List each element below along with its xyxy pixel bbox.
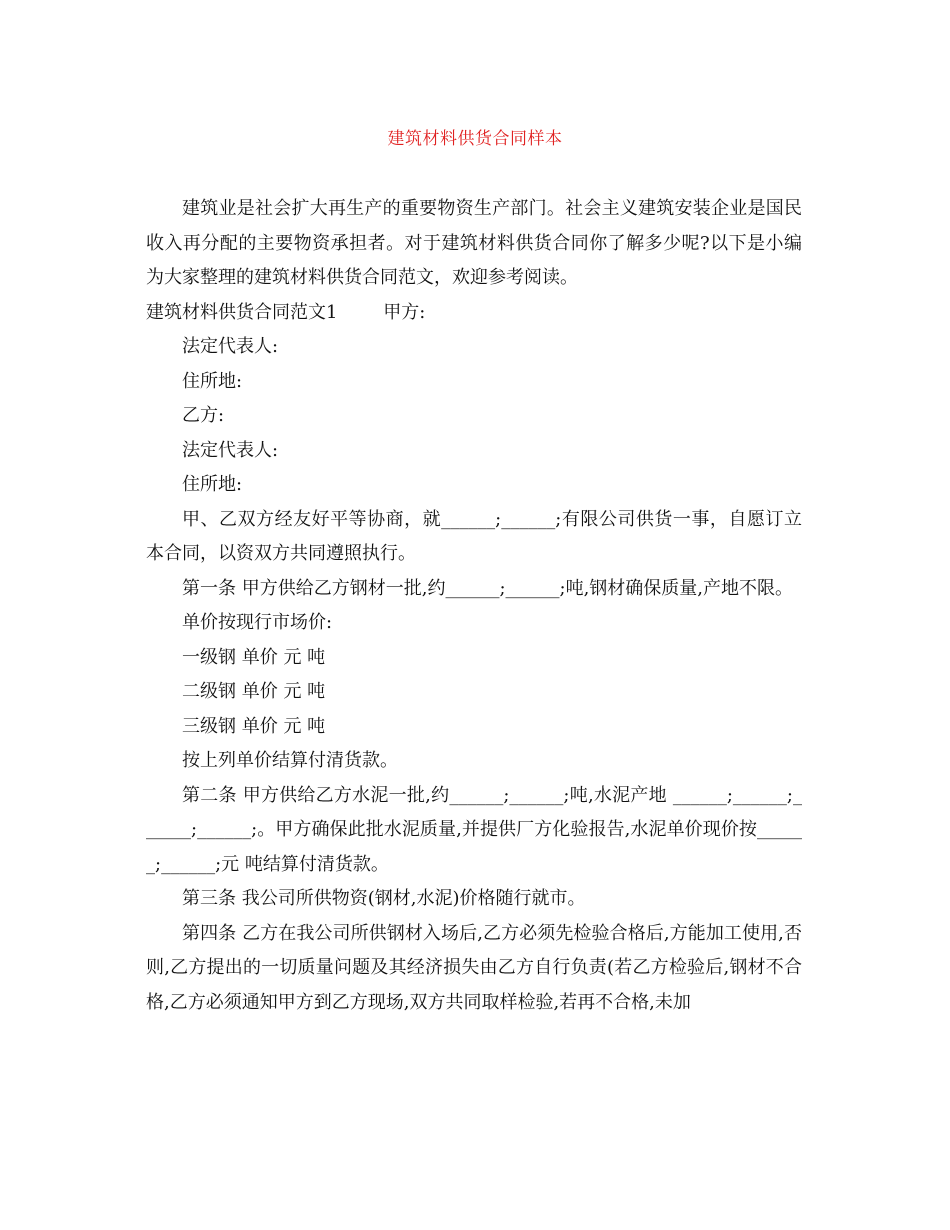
party-a-representative-line: 法定代表人: (182, 336, 279, 357)
grade-1-steel-line: 一级钢 单价 元 吨 (182, 646, 326, 668)
settlement-line: 按上列单价结算付清货款。 (182, 750, 398, 771)
party-b-line: 乙方: (182, 405, 225, 426)
article-2-paragraph: 第二条 甲方供给乙方水泥一批,约______;______;吨,水泥产地 ______;______;______;______;。甲方确保此批水泥质量,并提供厂方化验报告,水泥单价现价按______;______;元 吨结算付清货款。 (146, 784, 802, 875)
grade-3-steel-line: 三级钢 单价 元 吨 (182, 715, 326, 737)
party-b-address-line: 住所地: (182, 474, 243, 495)
document-title: 建筑材料供货合同样本 (387, 129, 563, 149)
article-3-paragraph: 第三条 我公司所供物资(钢材,水泥)价格随行就市。 (182, 888, 586, 909)
party-a-address-line: 住所地: (182, 370, 243, 392)
unit-price-heading: 单价按现行市场价: (182, 612, 333, 633)
document-body (146, 192, 802, 1020)
party-b-representative-line: 法定代表人: (182, 439, 279, 461)
article-4-paragraph: 第四条 乙方在我公司所供钢材入场后,乙方必须先检验合格后,方能加工使用,否则,乙方提出的一切质量问题及其经济损失由乙方自行负责(若乙方检验后,钢材不合格,乙方必须通知甲方到乙方现场,双方共同取样检验,若再不合格,未加 (146, 922, 802, 1013)
intro-paragraph: 建筑业是社会扩大再生产的重要物资生产部门。社会主义建筑安装企业是国民收入再分配的主要物资承担者。对于建筑材料供货合同你了解多少呢?以下是小编为大家整理的建筑材料供货合同范文，欢迎参考阅读。 (146, 198, 802, 288)
contract-heading-line: 建筑材料供货合同范文1 甲方: (146, 301, 426, 323)
grade-2-steel-line: 二级钢 单价 元 吨 (182, 681, 326, 702)
preamble-paragraph: 甲、乙双方经友好平等协商，就______;______;有限公司供货一事，自愿订立本合同，以资双方共同遵照执行。 (146, 508, 802, 564)
article-1-paragraph: 第一条 甲方供给乙方钢材一批,约______;______;吨,钢材确保质量,产地不限。 (182, 577, 794, 599)
